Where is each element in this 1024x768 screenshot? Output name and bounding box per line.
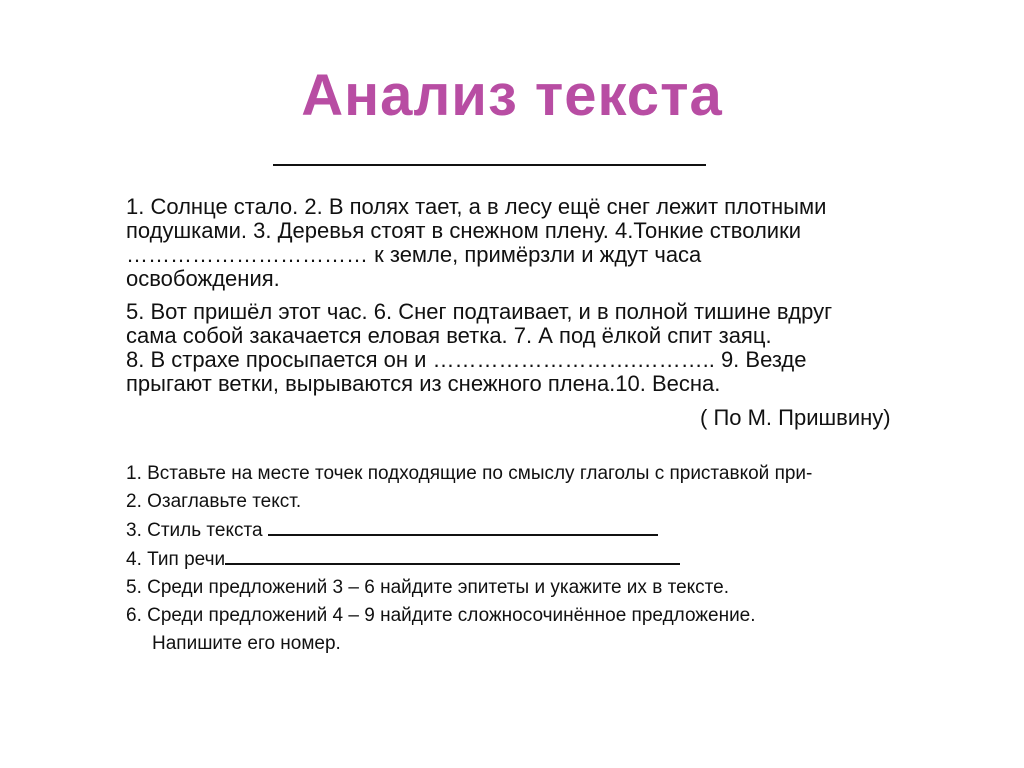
passage-paragraph-1 [126, 195, 956, 291]
passage-line: 5. Вот пришёл этот час. 6. Снег подтаивает, и в полной тишине вдруг [126, 299, 833, 324]
passage-line: освобождения. [126, 266, 280, 291]
passage-line: прыгают ветки, вырываются из снежного плена.10. Весна. [126, 371, 721, 396]
task-text: 4. Тип речи [126, 549, 226, 570]
task-item [126, 574, 986, 602]
attribution: ( По М. Пришвину) [700, 405, 891, 430]
task-text: 1. Вставьте на месте точек подходящие по смыслу глаголы с приставкой при- [126, 463, 813, 484]
task-item [126, 602, 986, 630]
speech-type-answer-blank [225, 545, 680, 565]
passage-line: подушками. 3. Деревья стоят в снежном плену. 4.Тонкие стволики [126, 218, 801, 243]
task-item [126, 516, 986, 545]
task-item [126, 460, 986, 488]
task-item [126, 488, 986, 516]
task-item [126, 630, 986, 658]
passage-line: 1. Солнце стало. 2. В полях тает, а в лесу ещё снег лежит плотными [126, 194, 827, 219]
passage-line: …………………………… к земле, примёрзли и ждут часа [126, 242, 702, 267]
task-text: 6. Среди предложений 4 – 9 найдите сложносочинённое предложение. [126, 605, 756, 626]
title-blank-line [273, 164, 706, 166]
style-answer-blank [268, 516, 658, 536]
passage-line: сама собой закачается еловая ветка. 7. А под ёлкой спит заяц. [126, 323, 772, 348]
task-list [126, 460, 986, 658]
passage-paragraph-2 [126, 300, 956, 396]
task-text: 2. Озаглавьте текст. [126, 491, 302, 512]
page-title: Анализ текста [301, 63, 723, 128]
task-text: Напишите его номер. [152, 633, 341, 654]
passage-text [126, 195, 956, 396]
passage-line: 8. В страхе просыпается он и ……………………….……….. 9. Везде [126, 347, 807, 372]
task-text: 3. Стиль текста [126, 520, 263, 541]
task-item [126, 545, 986, 574]
task-text: 5. Среди предложений 3 – 6 найдите эпитеты и укажите их в тексте. [126, 577, 729, 598]
